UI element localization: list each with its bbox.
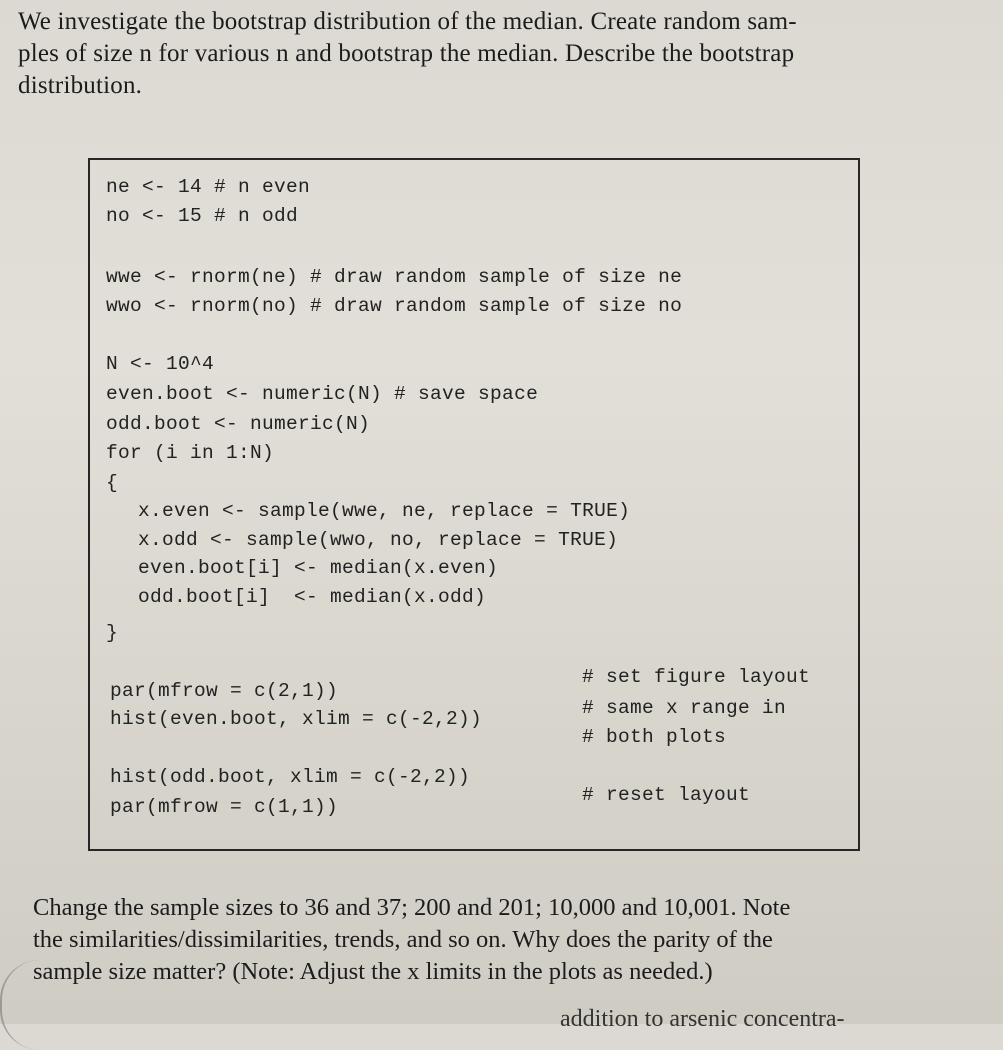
code-line: par(mfrow = c(2,1))	[110, 680, 339, 702]
code-line: hist(odd.boot, xlim = c(-2,2))	[110, 766, 471, 788]
cutoff-text: addition to arsenic concentra-	[560, 1006, 845, 1032]
exercise-line: the similarities/dissimilarities, trends, and so on. Why does the parity of the	[33, 926, 773, 953]
code-comment: # reset layout	[582, 784, 751, 806]
code-comment: # same x range in	[582, 697, 787, 719]
code-line: x.odd <- sample(wwo, no, replace = TRUE)	[138, 529, 619, 551]
exercise-paragraph	[33, 892, 973, 988]
code-line: {	[106, 472, 119, 494]
exercise-line: sample size matter? (Note: Adjust the x limits in the plots as needed.)	[33, 958, 713, 985]
code-line: odd.boot[i] <- median(x.odd)	[138, 586, 487, 608]
code-line: odd.boot <- numeric(N)	[106, 413, 371, 435]
code-line: hist(even.boot, xlim = c(-2,2))	[110, 708, 483, 730]
code-line: even.boot <- numeric(N) # save space	[106, 383, 539, 405]
code-line: wwo <- rnorm(no) # draw random sample of size no	[106, 295, 683, 317]
exercise-line: Change the sample sizes to 36 and 37; 200 and 201; 10,000 and 10,001. Note	[33, 894, 791, 921]
page-curve	[0, 960, 62, 1050]
code-line: no <- 15 # n odd	[106, 205, 299, 227]
code-comment: # both plots	[582, 726, 727, 748]
code-line: x.even <- sample(wwe, ne, replace = TRUE)	[138, 500, 631, 522]
code-line: even.boot[i] <- median(x.even)	[138, 557, 499, 579]
code-line: wwe <- rnorm(ne) # draw random sample of size ne	[106, 266, 683, 288]
code-line: par(mfrow = c(1,1))	[110, 796, 339, 818]
intro-line: distribution.	[18, 72, 143, 99]
intro-line: ples of size n for various n and bootstrap the median. Describe the bootstrap	[18, 40, 795, 67]
code-line: for (i in 1:N)	[106, 442, 275, 464]
intro-line: We investigate the bootstrap distribution of the median. Create random sam-	[18, 8, 797, 35]
code-line: }	[106, 622, 119, 644]
code-line: ne <- 14 # n even	[106, 176, 311, 198]
code-comment: # set figure layout	[582, 666, 811, 688]
code-line: N <- 10^4	[106, 353, 215, 375]
intro-paragraph	[18, 6, 938, 102]
